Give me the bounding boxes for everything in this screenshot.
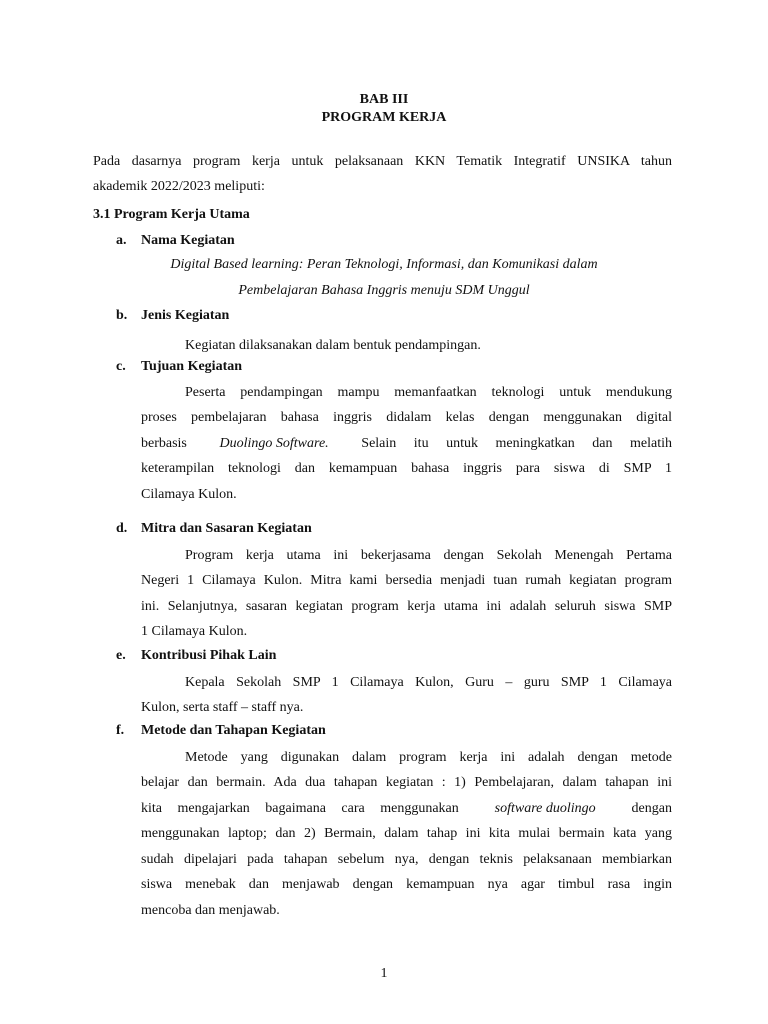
item-c-title: Tujuan Kegiatan: [141, 359, 243, 374]
item-c-line-3-post: Selain itu untuk meningkatkan dan melatih: [361, 436, 672, 451]
item-c-software-name: Duolingo Software.: [219, 436, 329, 451]
item-f-line-3-pre: kita mengajarkan bagaimana cara menggunakan: [141, 801, 459, 816]
item-f-line-6: siswa menebak dan menjawab dengan kemampuan nya agar timbul rasa ingin: [141, 877, 672, 892]
item-e-title: Kontribusi Pihak Lain: [141, 648, 277, 663]
section-title: 3.1 Program Kerja Utama: [93, 207, 250, 222]
item-d-line-2: Negeri 1 Cilamaya Kulon. Mitra kami bersedia menjadi tuan rumah kegiatan program: [141, 573, 672, 588]
intro-line-1: Pada dasarnya program kerja untuk pelaksanaan KKN Tematik Integratif UNSIKA tahun: [93, 154, 672, 169]
item-f-line-3: [141, 796, 672, 822]
item-f-line-2: belajar dan bermain. Ada dua tahapan kegiatan : 1) Pembelajaran, dalam tahapan ini: [141, 775, 672, 790]
item-c-letter: c.: [116, 359, 126, 374]
item-a-line-1: Digital Based learning: Peran Teknologi, Informasi, dan Komunikasi dalam: [170, 257, 598, 272]
item-e-line-1: Kepala Sekolah SMP 1 Cilamaya Kulon, Guru – guru SMP 1 Cilamaya: [185, 675, 672, 690]
page-number: 1: [380, 966, 388, 981]
chapter-label: BAB III: [359, 92, 409, 107]
item-f-line-1: Metode yang digunakan dalam program kerja ini adalah dengan metode: [185, 750, 672, 765]
item-b-title: Jenis Kegiatan: [141, 308, 230, 323]
item-a-letter: a.: [116, 233, 127, 248]
item-a-line-2: Pembelajaran Bahasa Inggris menuju SDM Unggul: [238, 283, 530, 298]
item-f-software-name: software duolingo: [494, 801, 596, 816]
item-f-line-7: mencoba dan menjawab.: [141, 903, 280, 918]
item-f-letter: f.: [116, 723, 125, 738]
item-e-letter: e.: [116, 648, 126, 663]
item-d-line-4: 1 Cilamaya Kulon.: [141, 624, 248, 639]
item-c-line-3-pre: berbasis: [141, 436, 187, 451]
item-e-line-2: Kulon, serta staff – staff nya.: [141, 700, 304, 715]
item-c-line-4: keterampilan teknologi dan kemampuan bahasa inggris para siswa di SMP 1: [141, 461, 672, 476]
chapter-title: PROGRAM KERJA: [321, 110, 447, 125]
item-c-line-1: Peserta pendampingan mampu memanfaatkan teknologi untuk mendukung: [185, 385, 672, 400]
item-f-line-4: menggunakan laptop; dan 2) Bermain, dalam tahap ini kita mulai bermain kata yang: [141, 826, 672, 841]
item-d-title: Mitra dan Sasaran Kegiatan: [141, 521, 312, 536]
item-f-line-5: sudah dipelajari pada tahapan sebelum nya, dengan teknis pelaksanaan membiarkan: [141, 852, 672, 867]
item-d-letter: d.: [116, 521, 128, 536]
item-d-line-3: ini. Selanjutnya, sasaran kegiatan program kerja utama ini adalah seluruh siswa SMP: [141, 599, 672, 614]
item-c-line-5: Cilamaya Kulon.: [141, 487, 237, 502]
item-b-letter: b.: [116, 308, 128, 323]
item-d-line-1: Program kerja utama ini bekerjasama dengan Sekolah Menengah Pertama: [185, 548, 672, 563]
item-f-line-3-post: dengan: [631, 801, 672, 816]
item-c-line-2: proses pembelajaran bahasa inggris didalam kelas dengan menggunakan digital: [141, 410, 672, 425]
intro-line-2: akademik 2022/2023 meliputi:: [93, 179, 265, 194]
item-a-title: Nama Kegiatan: [141, 233, 235, 248]
item-f-title: Metode dan Tahapan Kegiatan: [141, 723, 326, 738]
item-b-text: Kegiatan dilaksanakan dalam bentuk pendampingan.: [185, 338, 481, 353]
item-c-line-3: [141, 431, 672, 457]
